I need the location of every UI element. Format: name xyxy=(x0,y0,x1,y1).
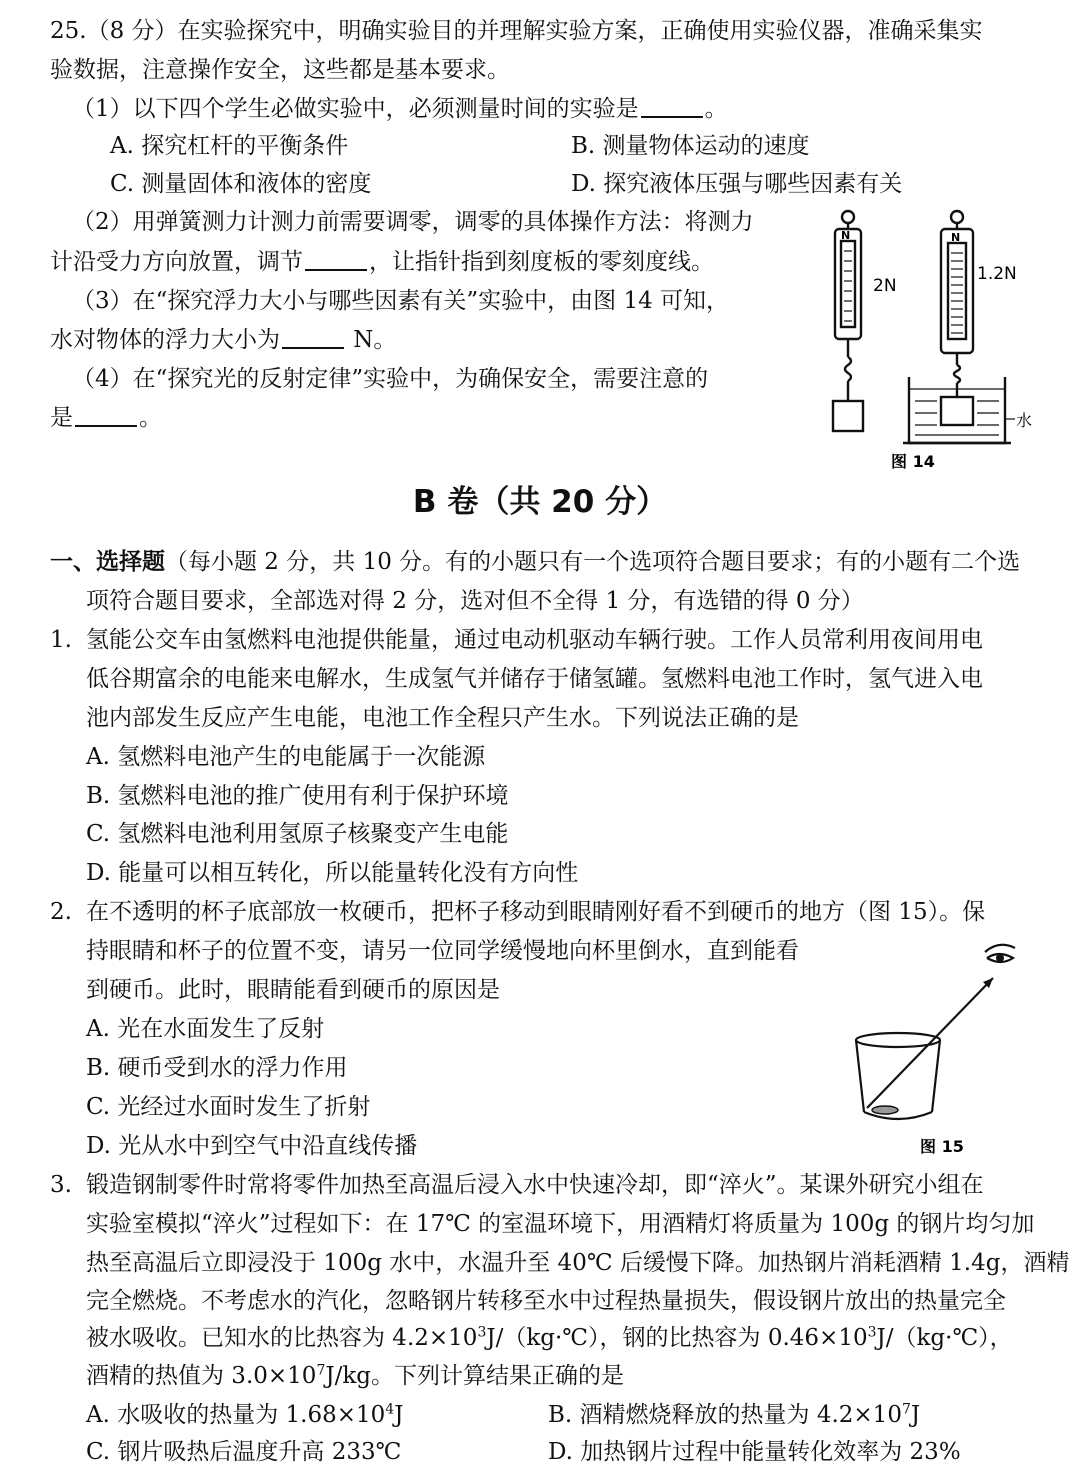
q25-part2-text: 计沿受力方向放置，调节 xyxy=(50,249,303,275)
q1-option-a: A. 氢燃料电池产生的电能属于一次能源 xyxy=(86,744,486,770)
section-b-instructions-line2: 项符合题目要求，全部选对得 2 分，选对但不全得 1 分，有选错的得 0 分） xyxy=(86,588,864,614)
q3-option-b-unit: J xyxy=(910,1402,921,1428)
figure-15-cup-coin-eye xyxy=(845,940,1045,1160)
exponent: 3 xyxy=(867,1324,877,1341)
section-b-instructions-line1 xyxy=(50,547,1020,577)
answer-blank xyxy=(305,247,367,271)
q1-number: 1. xyxy=(50,627,72,653)
q1-stem-line1: 氢能公交车由氢燃料电池提供能量，通过电动机驱动车辆行驶。工作人员常利用夜间用电 xyxy=(86,627,983,653)
section-b-title: B 卷（共 20 分） xyxy=(412,484,668,520)
q2-option-c: C. 光经过水面时发生了折射 xyxy=(86,1094,371,1120)
q1-option-d: D. 能量可以相互转化，所以能量转化没有方向性 xyxy=(86,860,579,886)
q25-part3-text: 水对物体的浮力大小为 xyxy=(50,327,280,353)
q25-part4-line2 xyxy=(50,403,162,433)
answer-blank xyxy=(282,325,344,349)
q3-stem-line2: 实验室模拟“淬火”过程如下：在 17℃ 的室温环境下，用酒精灯将质量为 100g 的钢片均匀加 xyxy=(86,1211,1035,1237)
q3-option-b-text: B. 酒精燃烧释放的热量为 4.2×10 xyxy=(548,1402,902,1428)
q25-part4-text: 是 xyxy=(50,405,73,431)
exponent: 7 xyxy=(901,1401,911,1418)
q2-option-b: B. 硬币受到水的浮力作用 xyxy=(86,1055,348,1081)
q2-number: 2. xyxy=(50,899,72,925)
right-scale-reading: 1.2N xyxy=(977,264,1017,284)
q25-part2-end: ，让指针指到刻度板的零刻度线。 xyxy=(369,249,714,275)
figure-14-spring-scales xyxy=(815,205,1045,475)
q3-line6-part1: 酒精的热值为 3.0×10 xyxy=(86,1363,317,1389)
q25-part4-end: 。 xyxy=(139,405,162,431)
q3-line5-part2: J/（kg·℃），钢的比热容为 0.46×10 xyxy=(486,1325,868,1351)
q25-stem-line1: 25.（8 分）在实验探究中，明确实验目的并理解实验方案，正确使用实验仪器，准确采集实 xyxy=(50,18,983,44)
q25-part3-end: N。 xyxy=(346,327,397,353)
q2-stem-line2: 持眼睛和杯子的位置不变，请另一位同学缓慢地向杯里倒水，直到能看 xyxy=(86,938,799,964)
q3-option-a-text: A. 水吸收的热量为 1.68×10 xyxy=(86,1402,386,1428)
figure-15-caption: 图 15 xyxy=(920,1137,964,1156)
q2-option-d: D. 光从水中到空气中沿直线传播 xyxy=(86,1133,418,1159)
answer-blank xyxy=(75,403,137,427)
q25-part2-line2 xyxy=(50,247,714,277)
q3-option-a-unit: J xyxy=(394,1402,404,1428)
q25-part3-line1: （3）在“探究浮力大小与哪些因素有关”实验中，由图 14 可知， xyxy=(72,288,730,314)
q2-option-a: A. 光在水面发生了反射 xyxy=(86,1016,325,1042)
q2-stem-line3: 到硬币。此时，眼睛能看到硬币的原因是 xyxy=(86,977,500,1003)
scale-pole-label-right: N xyxy=(951,231,961,244)
q25-part4-line1: （4）在“探究光的反射定律”实验中，为确保安全，需要注意的 xyxy=(72,366,709,392)
q1-stem-line3: 池内部发生反应产生电能，电池工作全程只产生水。下列说法正确的是 xyxy=(86,705,799,731)
q3-line6-part2: J/kg。下列计算结果正确的是 xyxy=(325,1363,624,1389)
exponent: 3 xyxy=(477,1324,487,1341)
q1-stem-line2: 低谷期富余的电能来电解水，生成氢气并储存于储氢罐。氢燃料电池工作时，氢气进入电 xyxy=(86,666,983,692)
q25-part1 xyxy=(72,94,728,124)
q3-option-d: D. 加热钢片过程中能量转化效率为 23% xyxy=(548,1439,961,1465)
q3-stem-line6 xyxy=(86,1361,624,1391)
q1-option-c: C. 氢燃料电池利用氢原子核聚变产生电能 xyxy=(86,821,509,847)
section-intro: （每小题 2 分，共 10 分。有的小题只有一个选项符合题目要求；有的小题有二个选 xyxy=(165,549,1021,575)
q3-stem-line5 xyxy=(86,1323,1013,1353)
q25-option-c: C. 测量固体和液体的密度 xyxy=(110,171,372,197)
q25-part1-text: （1）以下四个学生必做实验中，必须测量时间的实验是 xyxy=(72,96,639,122)
section-heading: 一、选择题 xyxy=(50,549,165,575)
scale-pole-label-left: N xyxy=(841,229,851,242)
exponent: 4 xyxy=(385,1401,395,1418)
q25-part2-line1: （2）用弹簧测力计测力前需要调零，调零的具体操作方法：将测力 xyxy=(72,209,754,235)
q25-option-a: A. 探究杠杆的平衡条件 xyxy=(110,133,349,159)
q3-option-b xyxy=(548,1400,920,1430)
q3-option-a xyxy=(86,1400,403,1430)
q25-stem-line2: 验数据，注意操作安全，这些都是基本要求。 xyxy=(50,57,510,83)
answer-blank xyxy=(641,94,703,118)
q3-number: 3. xyxy=(50,1172,72,1198)
q2-stem-line1: 在不透明的杯子底部放一枚硬币，把杯子移动到眼睛刚好看不到硬币的地方（图 15）。保 xyxy=(86,899,986,925)
figure-14-caption: 图 14 xyxy=(891,452,935,471)
q25-option-b: B. 测量物体运动的速度 xyxy=(571,133,810,159)
q3-option-c: C. 钢片吸热后温度升高 233℃ xyxy=(86,1439,402,1465)
left-scale-reading: 2N xyxy=(873,276,897,296)
exponent: 7 xyxy=(316,1362,326,1379)
q1-option-b: B. 氢燃料电池的推广使用有利于保护环境 xyxy=(86,783,509,809)
q3-line5-part3: J/（kg·℃）， xyxy=(876,1325,1013,1351)
q3-stem-line1: 锻造钢制零件时常将零件加热至高温后浸入水中快速冷却，即“淬火”。某课外研究小组在 xyxy=(86,1172,984,1198)
q3-stem-line3: 热至高温后立即浸没于 100g 水中，水温升至 40℃ 后缓慢下降。加热钢片消耗酒精 1.4g，酒精 xyxy=(86,1250,1070,1276)
q25-part1-end: 。 xyxy=(704,96,728,122)
q3-stem-line4: 完全燃烧。不考虑水的汽化，忽略钢片转移至水中过程热量损失，假设钢片放出的热量完全 xyxy=(86,1288,1006,1314)
q25-option-d: D. 探究液体压强与哪些因素有关 xyxy=(571,171,903,197)
q3-line5-part1: 被水吸收。已知水的比热容为 4.2×10 xyxy=(86,1325,478,1351)
water-label: 水 xyxy=(1016,411,1033,430)
q25-part3-line2 xyxy=(50,325,396,355)
